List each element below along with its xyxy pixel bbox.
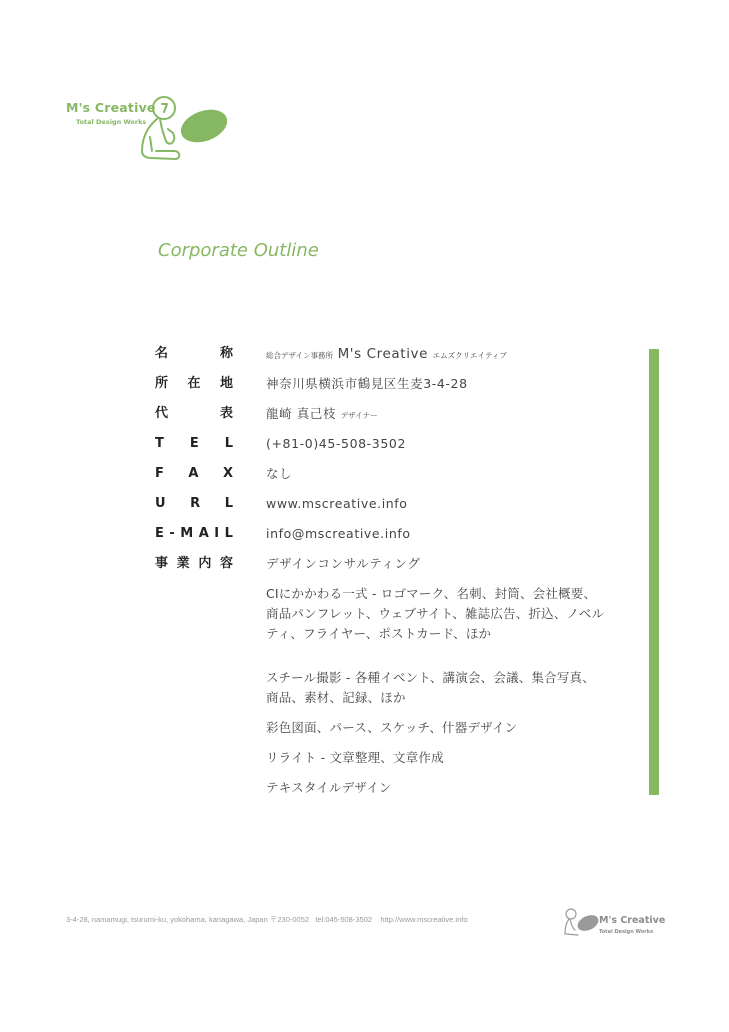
label-char: I	[214, 526, 220, 541]
label-char: 所	[155, 376, 169, 391]
value-tel: (+81-0)45-508-3502	[266, 436, 406, 451]
label-char: 業	[176, 556, 190, 571]
page-title: Corporate Outline	[158, 240, 319, 261]
label-char: L	[224, 436, 233, 451]
footer-brand-tagline: Total Design Works	[599, 929, 654, 935]
business-item-textile: テキスタイルデザイン	[266, 780, 392, 795]
label-char: U	[155, 496, 166, 511]
thinking-person-icon	[560, 906, 600, 942]
label-char: E	[189, 436, 199, 451]
brand-name: M's Creative	[66, 100, 156, 115]
label-char: L	[224, 526, 233, 541]
company-name: M's Creative	[337, 346, 429, 362]
value-url[interactable]: www.mscreative.info	[266, 496, 408, 511]
label-char: 容	[219, 556, 233, 571]
row-url	[155, 494, 615, 524]
value-representative	[266, 404, 378, 426]
representative-name: 龍崎 真己枝	[266, 406, 337, 421]
label-char: -	[169, 526, 175, 541]
row-address	[155, 374, 615, 404]
business-item-ci: CIにかかわる一式 - ロゴマーク、名刺、封筒、会社概要、商品パンフレット、ウェブサイト、雑誌広告、折込、ノベルティ、フライヤー、ポストカード、ほか	[266, 586, 605, 641]
label-char: 在	[187, 376, 201, 391]
label-char: L	[224, 496, 233, 511]
footer-tel: tel:045-508-3502	[315, 915, 373, 924]
row-fax	[155, 464, 615, 494]
value-email[interactable]: info@mscreative.info	[266, 526, 411, 541]
value-name	[266, 344, 507, 366]
label-char: 内	[198, 556, 212, 571]
name-reading: エムズクリエイティブ	[432, 351, 507, 360]
label-char: 事	[155, 556, 169, 571]
label-tel	[155, 434, 233, 454]
footer-brand-name: M's Creative	[599, 915, 666, 926]
row-name	[155, 344, 615, 374]
label-char: 称	[219, 346, 233, 361]
label-fax	[155, 464, 233, 484]
business-item-photo: スチール撮影 - 各種イベント、講演会、会議、集合写真、商品、素材、記録、ほか	[266, 670, 595, 705]
name-prefix: 総合デザイン事務所	[266, 351, 333, 360]
label-char: E	[155, 526, 164, 541]
value-fax: なし	[266, 466, 293, 481]
business-item-drawing: 彩色図面、パース、スケッチ、什器デザイン	[266, 720, 518, 735]
label-name	[155, 344, 233, 364]
footer-url[interactable]: http://www.mscreative.info	[380, 915, 468, 924]
label-char: 代	[155, 406, 169, 421]
footer-address: 3-4-28, namamugi, tsurumi-ku, yokohama, kanagawa, Japan 〒230-0052	[66, 915, 310, 924]
label-char: A	[198, 526, 209, 541]
thinking-person-icon	[136, 93, 231, 165]
row-email	[155, 524, 615, 554]
label-url	[155, 494, 233, 514]
label-char: 表	[219, 406, 233, 421]
label-char: M	[180, 526, 194, 541]
representative-role: デザイナー	[340, 411, 378, 420]
label-char: 地	[219, 376, 233, 391]
label-char: F	[155, 466, 164, 481]
business-item-rewrite: リライト - 文章整理、文章作成	[266, 750, 444, 765]
label-char: X	[222, 466, 233, 481]
brand-tagline: Total Design Works	[76, 118, 147, 126]
value-address: 神奈川県横浜市鶴見区生麦3-4-28	[266, 376, 468, 391]
brand-logo	[66, 93, 236, 165]
footer-contact	[66, 914, 468, 925]
footer-logo	[560, 906, 670, 942]
accent-bar	[649, 349, 659, 795]
value-business: デザインコンサルティング	[266, 556, 421, 571]
row-tel	[155, 434, 615, 464]
label-char: R	[190, 496, 201, 511]
label-representative	[155, 404, 233, 424]
label-char: A	[188, 466, 199, 481]
label-email	[155, 524, 233, 544]
label-char: T	[155, 436, 164, 451]
row-business	[155, 554, 615, 584]
label-char: 名	[155, 346, 169, 361]
row-representative	[155, 404, 615, 434]
label-business	[155, 554, 233, 574]
label-address	[155, 374, 233, 394]
outline-table	[155, 344, 615, 584]
